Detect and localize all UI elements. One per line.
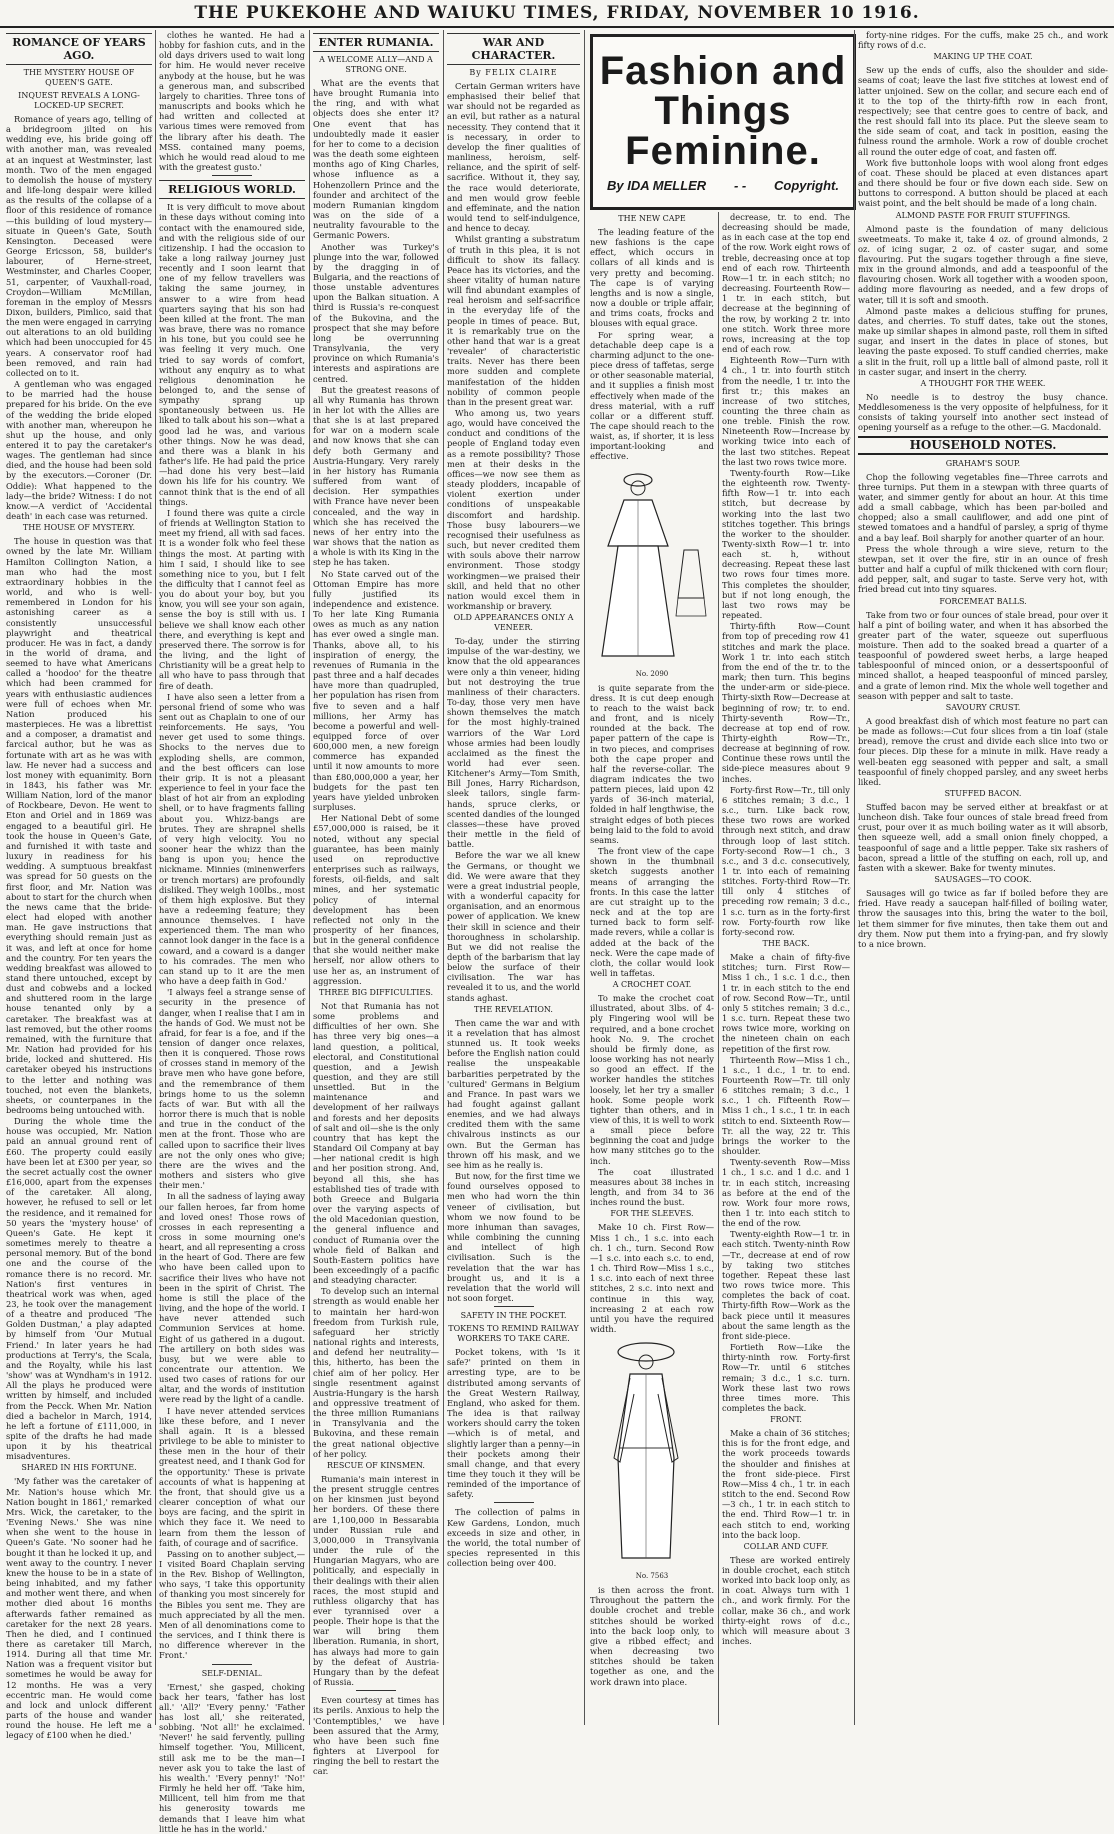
divider [494,1306,534,1307]
masthead-title: THE PUKEKOHE AND WAIUKU TIMES, FRIDAY, NOVEMBER 10 1916. [194,3,920,23]
article-paragraph: No needle is to destroy the busy chance. Meddlesomeness is the very opposite of helpfulness, for it consists of taking yourself into another sect instead of opening yourself as a refuge to the other.—G. Macdonald. [858,391,1108,433]
article-paragraph: Make 10 ch. First Row—Miss 1 ch., 1 s.c. into each ch. 1 ch., turn. Second Row—1 s.c. into each s.c. to end, 1 ch. Third Row—Miss 1 s.c., 1 s.c. into each of next three stitches, 2 s.c. into next and continue in this way, increasing 2 at each row until you have the required width. [590,1222,714,1334]
article-paragraph: 'I always feel a strange sense of security in the presence of danger, when I realise that I am in the hands of God. We must not be afraid, for fear is a foe, and if the tension of danger once relaxes, then it is conquered. Those rows of crosses stand in memory of the brave men who have gone before, and the remembrance of them brings home to us the solemn facts of war. But with all the horror there is much that is noble and true in the conduct of the men at the front. Those who are called upon to sacrifice their lives are not the only ones who give; there are the wives and the mothers and sisters who give their men.' [159,987,305,1191]
article-paragraph: Romance of years ago, telling of a bridegroom jilted on his wedding eve, his bride going off with another man, was revealed at an inquest at Westminster, last month. Two of the men engaged to demolish the house of mystery and life-long despair were killed as the results of the collapse of a floor of this residence of romance—this building of loud mystery—situate in Queen's Gate, South Kensington. Deceased were George Ericsson, 58, builder's labourer, of Herne-street, Westminster, and Charles Cooper, 51, carpenter, of Vauxhall-road, Croydon—William McMillan, foreman in the employ of Messrs Dixon, builders, Pimlico, said that the men were engaged in carrying out alterations to an old building which had been unoccupied for 45 years. A conservator roof had been removed, and rain had collected on to it. [6,114,152,378]
divider [212,175,252,176]
divider [212,1664,252,1665]
masthead [0,0,1114,28]
column-war-character [447,30,580,1725]
article-paragraph: The collection of palms in Kew Gardens, London, much exceeds in size and other, in the world, the total number of species represented in this collection being over 400. [447,1507,580,1569]
article-paragraph: Certain German writers have emphasised their belief that war should not be regarded as an evil, but rather as a natural necessity. They contend that it is necessary, in order to develop the finer qualities of manliness, heroism, self-reliance, and the spirit of self-sacrifice. Without it, they say, the race would deteriorate, and men would grow feeble and effeminate, and the nation would tend to self-indulgence, and hence to decay. [447,81,580,234]
subhead-house-of-mystery: THE HOUSE OF MYSTERY. [22,523,136,533]
column-religious [159,30,305,1834]
fashion-author: By IDA MELLER [607,178,707,193]
subhead-new-cape: THE NEW CAPE [618,214,686,223]
article-paragraph: clothes he wanted. He had a hobby for fashion cuts, and in the old days drivers used to wait long for him. He would never receive anybody at the house, but he was a generous man, and subscribed largely to charities. Three tons of manuscripts and books which he had written and collected at various times were removed from the library after his death. The MSS. contained many poems, which he would read aloud to me with the greatest gusto.' [159,30,305,173]
subhead-welcome-ally: A WELCOME ALLY—AND A STRONG ONE. [319,55,433,74]
article-paragraph: To develop such an internal strength as would enable her to maintain her hard-won freedom from Turkish rule, safeguard her strictly national rights and interests, and defend her neutrality—this, hitherto, has been the chief aim of her policy. Her single resentment against Austria-Hungary is the harsh and oppressive treatment of the three million Rumanians in Transylvania and the Bukovina, and these remain the great national objective of her policy. [313,1286,439,1459]
headline-household-notes: HOUSEHOLD NOTES. [858,436,1108,454]
article-paragraph: Work five buttonhole loops with wool along front edges of coat. These should be placed at even distances apart and there should be four or five down each side. Sew on buttons to correspond. A button should be placed at each waist point, and the belt should be made of a long chain. [858,157,1108,209]
article-paragraph: Press the whole through a wire sieve, return to the stewpan, set it over the fire, stir in an ounce of fresh butter and half a cupful of milk thickened with corn flour; add pepper, salt, and sugar to taste. Serve very hot, with fried bread cut into tiny squares. [858,543,1108,595]
article-paragraph: For spring wear, a detachable deep cape is a charming adjunct to the one-piece dress of taffetas, serge or other seasonable material, and it supplies a finish most effectively when made of the dress material, with a ruff collar or a different stuff. The cape should reach to the waist, as, if shorter, it is less important-looking and effective. [590,329,714,462]
article-paragraph: Rumania's main interest in the present struggle centres on her kinsmen just beyond her borders. Of these there are 1,100,000 in Bessarabia under Russian rule and 3,000,000 in Transylvania under the rule of the Hungarian Magyars, who are politically, and especially in their dealings with their alien races, the most stupid and ruthless oligarchy that has ever tyrannised over a people. Their hope is that the war will bring them liberation. Rumania, in short, has always had more to gain by the defeat of Austria-Hungary than by the defeat of Russia. [313,1473,439,1688]
headline-war-character: WAR AND CHARACTER. [447,33,580,65]
subhead-forcemeat-balls: FORCEMEAT BALLS. [939,596,1027,606]
article-paragraph: Even courtesy at times has its perils. Anxious to help the 'Contemptibles,' we have been assured that the Army, who have been such fine fighters at Liverpool for ringing the bell to restart the car. [313,1695,439,1777]
subhead-revelation: THE REVELATION. [474,1004,553,1014]
article-paragraph: These are worked entirely in double crochet, each stitch worked into back loop only, as in coat. Always turn with 1 ch., and work firmly. For the collar, make 36 ch., and work thirty-eight rows of d.c., which will measure about 3 inches. [722,1554,850,1647]
headline-enter-rumania: ENTER RUMANIA. [313,33,439,52]
article-paragraph: Another was Turkey's plunge into the war, followed by the dragging in of Bulgaria, and the reactions of those unstable adventures upon the Balkan situation. A third is Russia's re-conquest of the Bukovina, and the prospect that she may before long be overrunning Transylvania, the very province on which Rumania's interests and aspirations are centred. [313,241,439,384]
article-paragraph: It is very difficult to move about in these days without coming into contact with the enamoured side, and with the religious side of our citizenship. I had the occasion to take a long railway journey just recently and I soon learnt that one of my fellow travellers was taking the same journey, in answer to a wire from head quarters saying that his son had been killed at the front. The man was brave, there was no romance in his tone, but you could see he was feeling it very much. One tried to say words of comfort, without any enquiry as to what religious denomination he belonged to, and the sense of sympathy sprang up spontaneously between us. He liked to talk about his son—what a good lad he was, and various other things. Now he was dead, and there was a blank in his father's life. He had paid the price—had done his very best—laid down his life for his country. We cannot think that is the end of all things. [159,202,305,507]
article-paragraph: Before the war we all knew the Germans, or thought we did. We were aware that they were a great industrial people, with a wonderful capacity for organisation, and an enormous power of application. We knew their skill in science and their thoroughness in scholarship. But we did not realise the depth of the barbarism that lay below the surface of their civilisation. The war has revealed it to us, and the world stands aghast. [447,850,580,1003]
article-paragraph: Sausages will go twice as far if boiled before they are fried. Have ready a saucepan half-filled of boiling water, throw the sausages into this, bring the water to the boil, let them simmer for five minutes, then take them out and dry them. Now put them into a frying-pan, and fry slowly to a nice brown. [858,888,1108,949]
article-paragraph: To-day, under the stirring impulse of the war-destiny, we know that the old appearances were only a thin veneer, hiding but not destroying the true manliness of their characters. To-day, those very men have shown themselves the match for the most highly-trained warriors of the War Lord whose armies had been loudly acclaimed as the finest the world had ever seen. Kitchener's Army—Tom Smith, Bill Jones, Harry Richardson, sleek tailors, single farm-hands, spruce clerks, or scented dandies of the lounged classes—these have proved their mettle in the field of battle. [447,636,580,850]
article-paragraph: Make a chain of 36 stitches; this is for the front edge, and the work proceeds towards the shoulder and finishes at the front side-piece. First Row—Miss 4 ch., 1 tr. in each stitch to the end. Second Row—3 ch., 1 tr. in each stitch to the end. Third Row—1 tr. in each stitch to end, working into the back loop. [722,1428,850,1540]
subhead-crochet-coat: A CROCHET COAT. [612,980,692,990]
article-paragraph: is then across the front. Throughout the pattern the double crochet and treble stitches should be worked into the back loop only, to give a ribbed effect; and when decreasing two stitches should be taken together as one, and the work drawn into place. [590,1585,714,1687]
subhead-tokens: TOKENS TO REMIND RAILWAY WORKERS TO TAKE CARE. [448,1324,579,1344]
article-paragraph: A gentleman who was engaged to be married had the house prepared for his bride. On the eve of the wedding the bride eloped with another man, whereupon he shut up the house, and only entered it to pay the caretaker's wages. The gentleman had since died, and the house had been sold by the executors.—Coroner (Dr. Oddie): What happened to the lady—the bride? Witness: I do not know.—A verdict of 'Accidental death' in each case was returned. [6,379,152,522]
article-paragraph: Then came the war and with it a revelation that has almost stunned us. It took weeks before the English nation could realise the unspeakable barbarities perpetrated by the 'cultured' Germans in Belgium and France. In past wars we had fought against gallant enemies, and we had always credited them with the same chivalrous instincts as our own. But the German has thrown off his mask, and we see him as he really is. [447,1017,580,1170]
fashion-title [593,51,853,171]
article-paragraph: Make a chain of fifty-five stitches; turn. First Row—Miss 1 ch., 1 s.c. 1 d.c., then 1 tr. in each stitch to the end of row. Second Row—Tr., until only 5 stitches remain; 3 d.c., 1 s.c. turn. Repeat these two rows twice more, working on the nineteen chain on each repetition of the first row. [722,952,850,1054]
subhead-old-appearances: OLD APPEARANCES ONLY A VENEER. [453,613,574,633]
article-paragraph: 'My father was the caretaker of Mr. Nation's house which Mr. Nation bought in 1861,' remarked Mrs. Wick, the caretaker, to the 'Evening News.' She was nine when she went to the house in Queen's Gate. 'No sooner had he bought it than he locked it up, and went away to the country. I never knew the house to be in a state of being inhabited, and my father and mother went there, and when mother died about 16 months afterwards father remained as caretaker for the next 28 years. Then he died, and I continued there as caretaker till March, 1914. During all that time Mr. Nation was a frequent visitor but sometimes he would be away for 12 months. He was a very eccentric man. He would come and lock and unlock different parts of the house and wander round the house. He left me a legacy of £100 when he died.' [6,1476,152,1741]
fashion-title-line1: Fashion and Things [599,49,847,133]
fashion-copyright: Copyright. [773,178,839,193]
article-paragraph: Pocket tokens, with 'Is it safe?' printed on them in arresting type, are to be distributed among servants of the Great Western Railway, England, who asked for them. The idea is that railway workers should carry the token—which is of metal, and slightly larger than a penny—in their pockets among their small change, and that every time they touch it they will be reminded of the importance of safety. [447,1347,581,1500]
subhead-front: FRONT. [770,1415,802,1425]
article-paragraph: Almond paste makes a delicious stuffing for prunes, dates, and cherries. To stuff dates, take out the stones, make up similar shapes in almond paste, roll them in sifted sugar, and insert in the dates in place of stones, but leaving the paste exposed. To stuff candied cherries, make a slit in the fruit, roll up a little ball of almond paste, roll it in caster sugar, and insert in the cherry. [858,305,1108,377]
crochet-coat-illustration [594,1338,710,1568]
subhead-mystery-house: THE MYSTERY HOUSE OF QUEEN'S GATE. [23,68,135,87]
article-paragraph: Thirteenth Row—Miss 1 ch., 1 s.c., 1 d.c., 1 tr. to end. Fourteenth Row—Tr. till only 6 stitches remain; 3 d.c., 1 s.c., 1 ch. Fifteenth Row—Miss 1 ch., 1 s.c., 1 tr. in each stitch to end. Sixteenth Row—Tr. all the way, 22 tr. This brings the worker to the shoulder. [722,1054,850,1157]
article-paragraph: forty-nine ridges. For the cuffs, make 25 ch., and work fifty rows of d.c. [858,30,1108,51]
subhead-stuffed-bacon: STUFFED BACON. [944,789,1022,798]
article-paragraph: Stuffed bacon may be served either at breakfast or at luncheon dish. Take four ounces of stale bread freed from crust, pour over it as much boiling water as it will absorb, then squeeze well, add a small onion finely chopped, a teaspoonful of sage and a little pepper. Take six rashers of bacon, spread a little of the stuffing on each, roll up, and fasten with a skewer. Bake for twenty minutes. [858,802,1108,873]
column-rule [718,212,719,1725]
column-rule [443,30,444,1725]
article-paragraph: Fortieth Row—Like the thirty-ninth row. Forty-first Row—Tr. until 6 stitches remain; 3 d.c., 1 s.c. turn. Work these last two rows three times more. This completes the back. [722,1342,850,1413]
article-paragraph: is quite separate from the dress. It is cut deep enough to reach to the waist back and front, and is nicely rounded at the back. The paper pattern of the cape is in two pieces, and comprises both the cape proper and half the reverse-collar. The diagram indicates the two pattern pieces, laid upon 42 yards of 36-inch material, folded in half lengthwise, the straight edges of both pieces being laid to the fold to avoid seams. [590,682,714,845]
article-paragraph: Not that Rumania has not some problems and difficulties of her own. She has three very big ones—a land question, a political, electoral, and Constitutional question, and a Jewish question, and they are still unsettled. But in the maintenance and development of her railways and forests and her deposits of salt and oil—she is the only country that has kept the Standard Oil Company at bay—her national credit is high and her position strong. And, beyond all this, she has established ties of trade with both Greece and Bulgaria over the varying aspects of the old Macedonian question, the general influence and conduct of Rumania over the whole field of Balkan and South-Eastern politics have been exceedingly of a pacific and steadying character. [313,1000,439,1286]
article-paragraph: I have also seen a letter from a personal friend of some who was sent out as Chaplain to one of our reinforcements. He says, 'You never get used to some things. Shocks to the nerves due to exploding shells, are common, and the best officers can lose their grip. It is not a pleasant experience to feel in your face the blast of hot air from an exploding shell, or to have fragments falling about you. Whizz-bangs are brutes. They are shrapnel shells of very high velocity. You no sooner hear the whizz than the bang is upon you; hence the nickname. Minnies (minenwerfers or trench mortars) are profoundly disliked. They weigh 100lbs., most of them high explosive. But they have a redeeming feature; they announce themselves. I have experienced them. The man who cannot look danger in the face is a coward, and a coward is a danger to his comrades. The men who can stand up to it are the men who have a deep faith in God.' [159,691,305,987]
column-rumania [313,30,439,1777]
cape-illustration [594,466,710,666]
divider [356,1690,396,1691]
column-rule [155,30,156,1725]
subhead-back: THE BACK. [762,939,810,949]
article-paragraph: Sew up the ends of cuffs, also the shoulder and side-seams of coat; leave the last five stitches at lowest end of latter unjoined. Sew on the collar, and secure each end of it to the top of the thirty-fifth row in each front, respectively; see that centre goes to centre of back, and the rest should fall into its place. Put the sleeve seam to the side seam of coat, and tack in position, easing the fulness round the armhole. Work a row of double crochet all round the outer edge of coat, and fasten off. [858,65,1108,157]
article-paragraph: I found there was quite a circle of friends at Wellington Station to meet my friend, all with sad faces. It is a wonder folk who feel these things the most. At parting with him I said, I should like to see something nice to you, but I felt the difficulty that I cannot feel as you do about your boy, but you know, you will see your son again, sense the boy is still with us. I believe we shall know each other there, and everything is kept and preserved there. The sorrow is for the living, and the light of Christianity will be a great help to all who have to pass through that fire of death. [159,507,305,691]
article-paragraph: Eighteenth Row—Turn with 4 ch., 1 tr. into fourth stitch from the needle, 1 tr. into the first tr.; this makes an increase of two stitches, counting the three chain as one treble. Finish the row. Nineteenth Row—Increase by working twice into each of the last two stitches. Repeat the last two rows twice more. [722,355,850,467]
fashion-byline [607,178,839,193]
article-paragraph: Take from two or four ounces of stale bread, pour over it half a pint of boiling water, and when it has absorbed the greater part of the water, squeeze out superfluous moisture. Then add to the soaked bread a quarter of a teaspoonful of powdered sweet herbs, a large heaped tablespoonful of minced onion, or a dessertspoonful of minced shallot, a heaped teaspoonful of minced parsley, and a grate of lemon rind. Mix the whole well together and season with pepper and salt to taste. [858,609,1108,701]
subhead-sleeves: FOR THE SLEEVES. [610,1209,694,1219]
article-paragraph: Passing on to another subject,—I visited Board Chaplain serving in the Rev. Bishop of Wellington, who says, 'I take this opportunity of thanking you most sincerely for the Bibles you sent me. They are much appreciated by all the men. Men of all denominations come to the services, and I think there is no difference wherever in the Front.' [159,1548,305,1661]
headline-romance: ROMANCE OF YEARS AGO. [6,33,152,65]
column-rule [309,30,310,1725]
column-rule [584,30,585,1725]
article-paragraph: Twenty-fourth Row—Like the eighteenth row. Twenty-fifth Row—1 tr. into each stitch, but decrease by working into the last two stitches together. This brings the worker to the shoulder. Twenty-sixth Row—1 tr. into each st. h, without decreasing. Repeat these last two rows four times more. This completes the shoulder, but if not long enough, the last two rows may be repeated. [722,467,850,621]
article-paragraph: Whilst granting a substratum of truth in this plea, it is not difficult to show its fallacy. Peace has its victories, and the sheer vitality of human nature will find abundant examples of real heroism and self-sacrifice in the everyday life of the people in times of peace. But, it is remarkably true on the other hand that war is a great 'revealer' of characteristic traits. Never has there been more sudden and complete manifestation of the hidden nobility of common people than in the present great war. [447,234,580,407]
subhead-shared-fortune: SHARED IN HIS FORTUNE. [21,1463,137,1473]
subhead-collar-cuff: COLLAR AND CUFF. [743,1541,829,1551]
subhead-grahams-soup: GRAHAM'S SOUP. [945,458,1021,468]
article-paragraph: To make the crochet coat illustrated, about 3lbs. of 4-ply Fingering wool will be required, and a bone crochet hook No. 9. The crochet should be firmly done, as loose working has not nearly so good an effect. If the worker handles the stitches loosely, let her try a smaller hook. Some people work tighter than others, and in view of this, it is well to work a small piece before beginning the coat and judge how many stitches go to the inch. [590,993,714,1166]
subhead-self-denial: SELF-DENIAL. [201,1668,263,1678]
article-paragraph: Twenty-eighth Row—1 tr. in each stitch. Twenty-ninth Row—Tr., decrease at end of row by taking two stitches together. Repeat these last two rows twice more. This completes the back of coat. Thirty-fifth Row—Work as the back piece until it measures about the same length as the front side-piece. [722,1229,850,1341]
subhead-making-up-coat: MAKING UP THE COAT. [933,52,1033,62]
article-paragraph: Thirty-fifth Row—Count from top of preceding row 41 stitches and mark the place. Work 1 tr. into each stitch from the end of the tr. to the mark; then turn. This begins the under-arm or side-piece. Thirty-sixth Row—Decrease at beginning of row; tr. to end. Thirty-seventh Row—Tr., decrease at top end of row. Thirty-eighth Row—Tr., decrease at beginning of row. Continue these rows until the side-piece measures about 9 inches. [722,621,850,784]
divider [494,1502,534,1503]
subhead-inquest: INQUEST REVEALS A LONG-LOCKED-UP SECRET. [18,91,140,110]
article-paragraph: The leading feature of the new fashions is the cape effect, which occurs in collars of all kinds and is very pretty and becoming. The cape is of varying lengths and is now a single, now a double or triple affair, and trims coats, frocks and blouses with equal grace. [590,227,714,329]
article-paragraph: Who among us, two years ago, would have conceived the conduct and conditions of the people of England today even as a remote possibility? Those men at their desks in the offices—we now see them as steady plodders, incapable of violent exertion under conditions of unspeakable discomfort and hardship. Those busy labourers—we recognised their usefulness as such, but never credited them with souls above their narrow environment. Those stodgy workingmen—we praised their skill, and held that no other nation would excel them in workmanship or bravery. [447,408,580,611]
article-paragraph: Chop the following vegetables fine—Three carrots and three turnips. Put them in a stewpan with three quarts of water, and simmer gently for about an hour. At this time add a small cabbage, which has been par-boiled and chopped; also a small cauliflower, and add one pint of stewed tomatoes and a handful of parsley, a sprig of thyme and a bay leaf. Boil sharply for another quarter of an hour. [858,471,1108,543]
article-paragraph: In all the sadness of laying away our fallen heroes, far from home and loved ones! Those rows of crosses in each representing a cross in some mourning one's heart, and all representing a cross in the heart of God. There are few who have been called upon to sacrifice their lives who have not been in the spirit of Christ. The home is still the place of the living, and the hope of the world. I have never attended such Communion Services at home. Eight of us gathered in a dugout. The artillery on both sides was busy, but we were able to concentrate our attention. We used two cases of rations for our altar, and the words of institution were read by the light of a candle. [159,1191,305,1405]
column-fashion-right [722,212,850,1725]
article-paragraph: A good breakfast dish of which most feature no part can be made as follows:—Cut four slices from a tin loaf (stale bread), remove the crust and divide each slice into two or four pieces. Dip these for a minute in milk. Have ready a well-beaten egg seasoned with pepper and salt, a small teaspoonful of finely chopped parsley, and any sweet herbs liked. [858,715,1108,787]
column-rule [854,30,855,1725]
article-paragraph: What are the events that have brought Rumania into the ring, and with what objects does she enter it? One event that has undoubtedly made it easier for her to come to a decision was the death some eighteen months ago of King Charles, whose influence as a Hohenzollern Prince and the founder and architect of the modern Rumanian kingdom was on the side of a neutrality favourable to the Germanic Powers. [313,78,439,241]
subhead-safety-pocket: SAFETY IN THE POCKET. [460,1311,567,1321]
article-paragraph: Twenty-seventh Row—Miss 1 ch., 1 s.c. and 1 d.c. and 1 tr. in each stitch, increasing as before at the end of the row. Work four more rows, then 1 tr. into each stitch to the end of the row. [722,1157,850,1229]
headline-religious-world: RELIGIOUS WORLD. [159,180,305,199]
subhead-three-difficulties: THREE BIG DIFFICULTIES. [319,987,433,997]
crochet-caption: No. 7563 [635,1572,669,1581]
article-paragraph: During the whole time the house was occupied, Mr. Nation paid an annual ground rent of £60. The property could easily have been let at £300 per year, so the secret actually cost the owner £16,000, apart from the expenses of the caretaker. All along, however, he refused to sell or let the residence, and it remained for 50 years the 'mystery house' of Queen's Gate. He kept it sometimes merely to theatre a personal memory. But of the bond one and the course of the romance there is no record. Mr. Nation's first ventures in theatrical work was when, aged 23, he took over the management of a theatre and produced 'The Golden Dustman,' a play adapted by himself from 'Our Mutual Friend.' In later years he had productions at Terry's, the Scala, and the Royalty, while his last 'show' was at Wyndham's in 1912. All the plays he produced were written by himself, and included from the Pecck. When Mr. Nation died a bachelor in March, 1914, he left a fortune of £111,000, in spite of the drafts he had made upon it by his theatrical misadventures. [6,1116,152,1462]
article-paragraph: The coat illustrated measures about 38 inches in length, and from 34 to 36 inches round the bust. [590,1166,714,1208]
article-paragraph: I have never attended services like these before, and I never shall again. It is a blessed privilege to be able to minister to these men in the hour of their greatest need, and I thank God for the opportunity.' These is private accounts of what is happening at the front, that should give us a clearer conception of what our boys are facing, and the spirit in which they face it. We need to learn from them the lesson of faith, of courage and of sacrifice. [159,1405,305,1548]
article-paragraph: 'Ernest,' she gasped, choking back her tears, 'father has lost all.' 'All?' 'Every penny.' 'Father has lost all,' she reiterated, sobbing. 'Not all!' he exclaimed. 'Never!' he said fervently, pulling himself together. 'You, Millicent, still ask me to be the man—I never ask you to take the last of his wealth.' 'Every penny!' 'No!' Firmly he held her off. 'Take him, Millicent, tell him from me that his generosity towards me demands that I leave him what little he has in the world.' [159,1681,305,1834]
article-paragraph: Almond paste is the foundation of many delicious sweetmeats. To make it, take 4 oz. of ground almonds, 2 oz. of icing sugar, 2 oz. of caster sugar, and some flavouring. Put the sugars together through a fine sieve, mix in the ground almonds, and add a teaspoonful of the flavouring chosen. Work all together with a wooden spoon, adding more flavouring as needed, and a few drops of water, till it is soft and smooth. [858,223,1108,305]
column-fashion-left [590,212,714,1725]
article-paragraph: But the greatest reasons of all why Rumania has thrown in her lot with the Allies are that she is at last prepared for war on a modern scale and now knows that she can defy both Germany and Austria-Hungary. Very rarely in her history has Rumania suffered from want of decision. Her sympathies with France have never been concealed, and the way in which she has received the news of her entry into the war shows that the nation as a whole is with its King in the step he has taken. [313,384,439,568]
subhead-sausages: SAUSAGES—TO COOK. [934,875,1032,885]
subhead-savoury-crust: SAVOURY CRUST. [945,702,1021,712]
article-paragraph: decrease, tr. to end. The decreasing should be made, as in each case at the top end of the row. Work eight rows of treble, decreasing once at top end of each row. Thirteenth Row—1 tr. in each stitch; no decreasing. Fourteenth Row—1 tr. in each stitch, but decrease at the beginning of the row, by working 2 tr. into one stitch. Work three more rows, increasing at the top end of each row. [722,212,850,355]
article-paragraph: The house in question was that owned by the late Mr. William Hamilton Collington Nation, a man who had the most extraordinary hobbies in the world, and who is well-remembered in London for his astonishing career as a consistently unsuccessful playwright and theatrical producer. He was in fact, a dandy in the world of drama, and seemed to have what Americans called a 'hoodoo' for the theatre which had been crammed for years with enthusiastic audiences were full of echoes when Mr. Nation produced his masterpieces. He was a librettist and a composer, a dramatist and farcical author, but he was as fortunate with art as he was with law. He never had a success and lost money with equanimity. Born in 1843, his father was Mr. William Nation, lord of the manor of Rockbeare, Devon. He went to Eton and Oriel and in 1869 was engaged to a beautiful girl. He took the house in Queen's Gate, and furnished it with taste and luxury in readiness for his wedding. A sumptuous breakfast was spread for 50 guests on the first floor, and Mr. Nation was about to start for the church when the news came that the bride-elect had eloped with another man. He gave instructions that everything should remain just as it was, and left at once for home and the country. For ten years the wedding breakfast was allowed to stand there untouched, except by dust and cobwebs and a locked and shuttered room in the large house tenanted only by a caretaker. The breakfast was at last removed, but the other rooms remained, with the furniture that Mr. Nation had provided for his bride, locked and shuttered. His caretaker obeyed his instructions to the letter and nothing was touched, not even the blankets, sheets, or counterpanes in the bedrooms being untouched with. [6,536,152,1115]
article-paragraph: The front view of the cape shown in the thumbnail sketch suggests another means of arranging the fronts. In this case the latter are cut straight up to the neck and at the top are turned back to form self-made revers, while a collar is added at the back of the neck. Were the cape made of cloth, the collar would look well in taffetas. [590,846,714,978]
subhead-rescue-kinsmen: RESCUE OF KINSMEN. [327,1460,425,1470]
subhead-thought-week: A THOUGHT FOR THE WEEK. [920,378,1046,388]
article-paragraph: Her National Debt of some £57,000,000 is raised, be it noted, without any special guarantee, has been mainly used on reproductive enterprises such as railways, forests, oil-fields, and salt mines, and her systematic policy of internal development has been reflected not only in the prosperity of her finances, but in the general confidence that she would neither make herself, nor allow others to use her as, an instrument of aggression. [313,813,439,986]
article-paragraph: No State carved out of the Ottoman Empire has more fully justified its independence and existence. To her late King Rumania owes as much as any nation has ever owed a single man. Thanks, above all, to his inspiration of energy, the revenues of Rumania in the past three and a half decades have more than quadrupled, her population has risen from five to seven and a half millions, her Army has become a powerful and well-equipped force of over 600,000 men, a new foreign commerce has expanded until it now amounts to more than £80,000,000 a year, her budgets for the past ten years have yielded unbroken surpluses. [313,568,439,813]
subhead-almond-paste: ALMOND PASTE FOR FRUIT STUFFINGS. [895,210,1071,220]
fashion-sep: - - [733,178,747,193]
cape-caption: No. 2090 [635,669,669,678]
fashion-title-line2: Feminine. [625,129,821,173]
column-household [858,30,1108,1725]
fashion-feature-box [590,34,856,210]
byline-felix-claire: By FELIX CLAIRE [469,68,558,77]
column-romance [6,30,152,1741]
article-paragraph: But now, for the first time we found ourselves opposed to men who had worn the thin veneer of civilisation, but whom we now found to be more inhuman than savages, while combining the cunning and intellect of high civilisation. Such is the revelation that the war has brought us, and it is a revelation that the world will not soon forget. [447,1171,580,1303]
article-paragraph: Forty-first Row—Tr., till only 6 stitches remain; 3 d.c., 1 s.c., turn. Like back row, these two rows are worked through next stitch, and draw through loop of last stitch. Forty-second Row—1 ch., 3 s.c., and 3 d.c. consecutively, 1 tr. into each of remaining stitches. Forty-third Row—Tr. till only 4 stitches of preceding row remain; 3 d.c., 1 s.c. turn as in the forty-first row. Forty-fourth row like forty-second row. [722,784,850,937]
